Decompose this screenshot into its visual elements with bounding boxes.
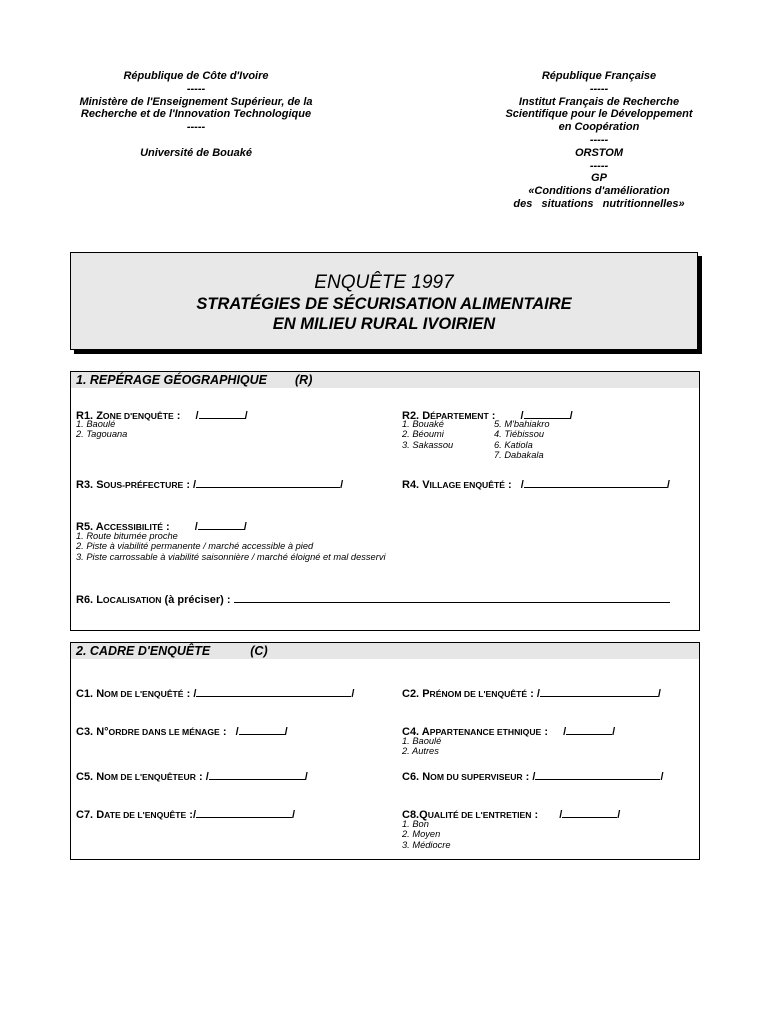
option: 6. Katiola: [494, 439, 533, 450]
option: 3. Médiocre: [402, 839, 451, 850]
options-c8: [402, 819, 451, 850]
separator: -----: [186, 121, 206, 134]
program-line-1: «Conditions d'amélioration: [528, 185, 670, 198]
option: 3. Sakassou: [402, 439, 454, 450]
university-name: Université de Bouaké: [140, 146, 252, 159]
answer-field-r4[interactable]: [524, 476, 667, 488]
answer-field-r6[interactable]: [234, 591, 670, 603]
separator: -----: [589, 159, 609, 172]
option: 5. M'bahiakro: [494, 419, 550, 429]
title-box: [70, 252, 698, 350]
section-survey-frame: [70, 642, 700, 860]
question-c2: C2. PRÉNOM DE L'ENQUÊTÉ : / /: [402, 685, 661, 701]
answer-field-c3[interactable]: [239, 723, 285, 735]
option: 1. Baoulé: [76, 419, 116, 429]
option: 2. Moyen: [402, 829, 441, 840]
question-r4: R4. VILLAGE ENQUÊTÉ : / /: [402, 476, 670, 492]
gp: GP: [591, 172, 607, 185]
question-c3: C3. N°ORDRE DANS LE MÉNAGE : / /: [76, 723, 288, 739]
question-c4: C4. APPARTENANCE ETHNIQUE : / /: [402, 723, 615, 739]
institute-line-3: en Coopération: [558, 121, 640, 134]
answer-field-c2[interactable]: [540, 685, 658, 697]
program-line-2: des situations nutritionnelles»: [513, 197, 685, 210]
option: 1. Route bitumée proche: [76, 531, 178, 541]
ministry-line-2: Recherche et de l'Innovation Technologique: [80, 108, 312, 121]
option: 1. Bon: [402, 819, 429, 829]
question-r2: R2. DÉPARTEMENT : / /: [402, 407, 573, 423]
question-c5: C5. NOM DE L'ENQUÊTEUR : / /: [76, 768, 308, 784]
answer-field-c5[interactable]: [209, 768, 305, 780]
republic-fr: République Française: [541, 70, 657, 82]
question-r1: R1. ZONE D'ENQUÊTE : / /: [76, 407, 248, 423]
options-r1: [76, 419, 127, 440]
separator: -----: [589, 133, 609, 146]
section-geographic: [70, 371, 700, 631]
option: 2. Piste à viabilité permanente / marché accessible à pied: [76, 541, 314, 552]
section-title: 2. CADRE D'ENQUÊTE: [76, 644, 211, 658]
option: 4. Tiébissou: [494, 429, 545, 440]
section-header: [71, 372, 699, 388]
section-code: (R): [295, 373, 313, 387]
ministry-line-1: Ministère de l'Enseignement Supérieur, de la: [79, 95, 313, 108]
answer-field-r2[interactable]: [524, 407, 570, 419]
answer-field-r3[interactable]: [196, 476, 340, 488]
option: 3. Piste carrossable à viabilité saisonnière / marché éloigné et mal desservi: [76, 551, 386, 562]
institute-line-1: Institut Français de Recherche: [518, 95, 680, 108]
answer-field-r5[interactable]: [198, 518, 244, 530]
option: 7. Dabakala: [494, 450, 544, 461]
section-header: [71, 643, 699, 659]
republic-ci: République de Côte d'Ivoire: [123, 70, 269, 82]
section-title: 1. REPÉRAGE GÉOGRAPHIQUE: [76, 373, 268, 387]
answer-field-r1[interactable]: [199, 407, 245, 419]
answer-field-c1[interactable]: [196, 685, 351, 697]
orstom: ORSTOM: [574, 146, 624, 159]
question-r5: R5. ACCESSIBILITÉ : / /: [76, 518, 247, 534]
option: 2. Autres: [402, 746, 439, 757]
option: 2. Tagouana: [76, 429, 128, 440]
options-r2-col2: [494, 419, 550, 461]
header-left: [62, 70, 330, 160]
answer-field-c4[interactable]: [566, 723, 612, 735]
question-r3: R3. SOUS-PRÉFECTURE : / /: [76, 476, 343, 492]
option: 2. Béoumi: [402, 429, 444, 440]
question-c8: C8.QUALITÉ DE L'ENTRETIEN : / /: [402, 806, 620, 822]
survey-subtitle-2: EN MILIEU RURAL IVOIRIEN: [272, 315, 496, 333]
survey-title: ENQUÊTE 1997: [314, 272, 454, 293]
answer-field-c6[interactable]: [535, 768, 660, 780]
question-c6: C6. NOM DU SUPERVISEUR : / /: [402, 768, 664, 784]
answer-field-c8[interactable]: [562, 806, 617, 818]
section-code: (C): [250, 644, 268, 658]
options-r5: [76, 531, 386, 562]
institute-line-2: Scientifique pour le Développement: [505, 108, 693, 121]
question-r6: R6. LOCALISATION (à préciser) :: [76, 591, 670, 607]
survey-subtitle-1: STRATÉGIES DE SÉCURISATION ALIMENTAIRE: [196, 295, 572, 313]
question-c1: C1. NOM DE L'ENQUÊTÉ : / /: [76, 685, 354, 701]
separator: -----: [589, 82, 609, 95]
answer-field-c7[interactable]: [196, 806, 292, 818]
question-c7: C7. DATE DE L'ENQUÊTE :/ /: [76, 806, 295, 822]
options-r2-col1: [402, 419, 453, 450]
option: 1. Baoulé: [402, 736, 442, 746]
option: 1. Bouaké: [402, 419, 444, 429]
separator: -----: [186, 82, 206, 95]
options-c4: [402, 736, 441, 757]
header-right: [492, 70, 706, 211]
